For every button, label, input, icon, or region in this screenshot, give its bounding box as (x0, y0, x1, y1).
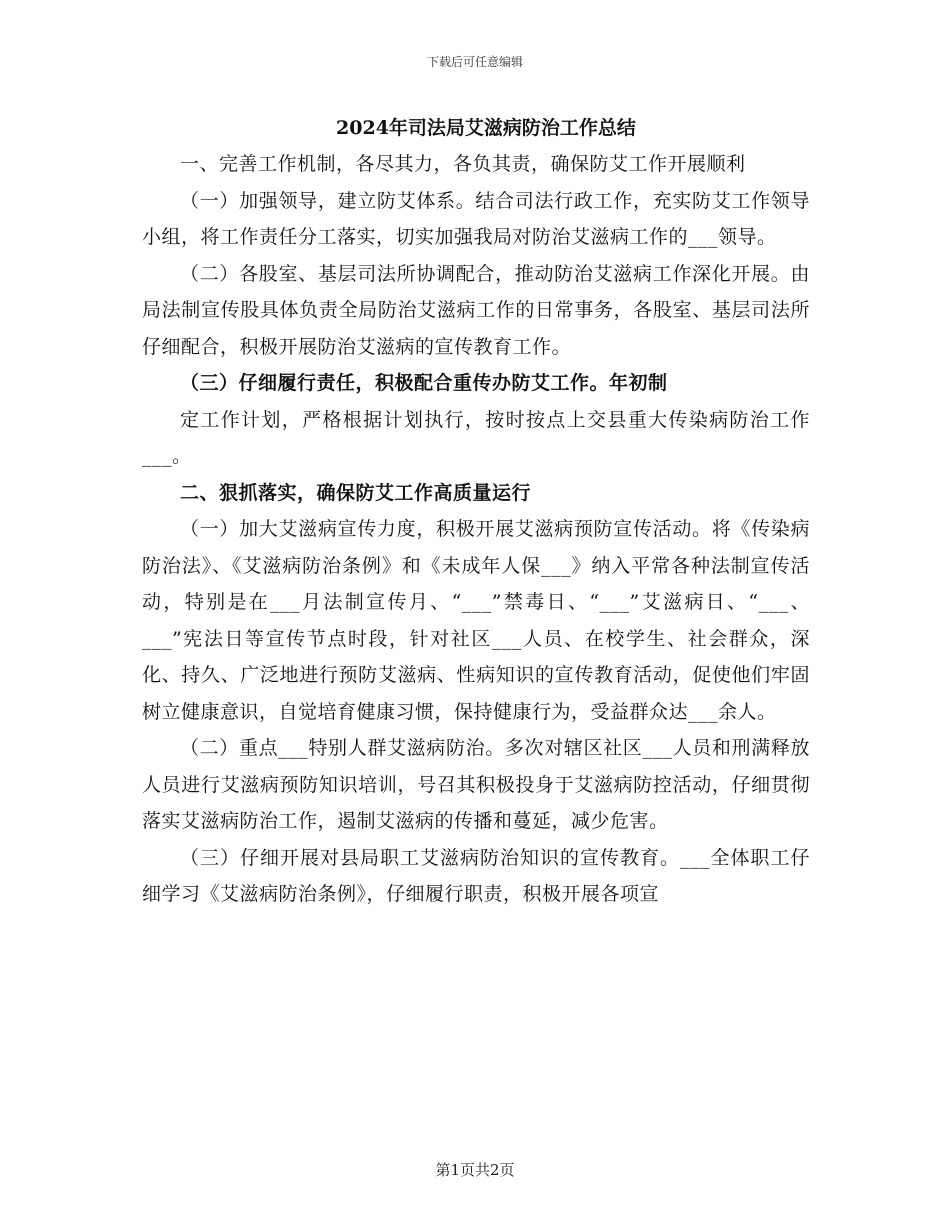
section-heading-2: 二、狠抓落实，确保防艾工作高质量运行 (180, 481, 532, 504)
paragraph-2-3: （三）仔细开展对县局职工艾滋病防治知识的宣传教育。___全体职工仔细学习《艾滋病防治条例》，仔细履行职责，积极开展各项宣 (142, 846, 810, 905)
header-note: 下载后可任意编辑 (426, 55, 523, 69)
paragraph-2-1: （一）加大艾滋病宣传力度，积极开展艾滋病预防宣传活动。将《传染病防治法》、《艾滋病防治条例》和《未成年人保___》纳入平常各种法制宣传活动，特别是在___月法制宣传月、“___”禁毒日、“___”艾滋病日、“___、___”宪法日等宣传节点时段，针对社区___人员、在校学生、社会群众，深化、持久、广泛地进行预防艾滋病、性病知识的宣传教育活动，促使他们牢固树立健康意识，自觉培育健康习惯，保持健康行为，受益群众达___余人。 (142, 518, 810, 723)
section-heading-1: 一、完善工作机制，各尽其力，各负其责，确保防艾工作开展顺利 (180, 153, 746, 175)
paragraph-1-3-heading: （三）仔细履行责任，积极配合重传办防艾工作。年初制 (180, 372, 668, 394)
paragraph-1-2: （二）各股室、基层司法所协调配合，推动防治艾滋病工作深化开展。由局法制宣传股具体负责全局防治艾滋病工作的日常事务，各股室、基层司法所仔细配合，积极开展防治艾滋病的宣传教育工作。 (142, 262, 810, 358)
document-title: 2024年司法局艾滋病防治工作总结 (336, 117, 636, 139)
document-body (142, 110, 810, 913)
paragraph-1-1: （一）加强领导，建立防艾体系。结合司法行政工作，充实防艾工作领导小组，将工作责任分工落实，切实加强我局对防治艾滋病工作的___领导。 (142, 189, 810, 248)
page-footer: 第1页共2页 (435, 1161, 515, 1179)
paragraph-1-3: 定工作计划，严格根据计划执行，按时按点上交县重大传染病防治工作___。 (142, 408, 810, 467)
paragraph-2-2: （二）重点___特别人群艾滋病防治。多次对辖区社区___人员和刑满释放人员进行艾滋病预防知识培训，号召其积极投身于艾滋病防控活动，仔细贯彻落实艾滋病防治工作，遏制艾滋病的传播和蔓延，减少危害。 (142, 737, 810, 832)
